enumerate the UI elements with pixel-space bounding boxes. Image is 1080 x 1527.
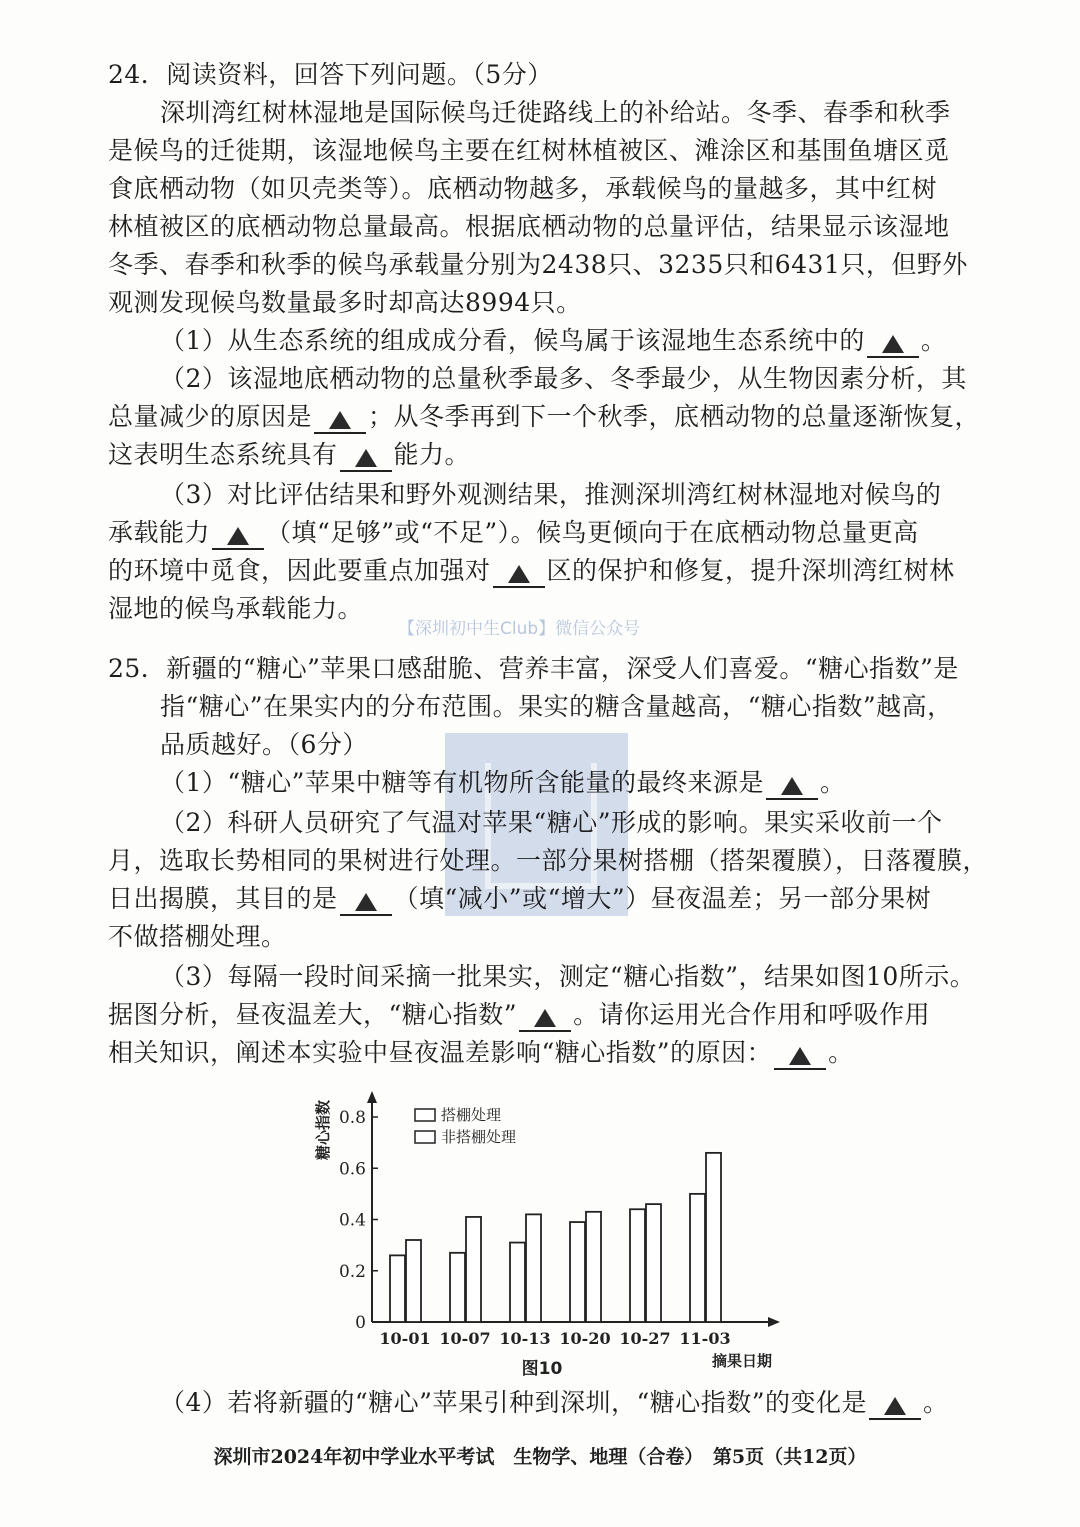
q24-title: 24．阅读资料，回答下列问题。（5分） <box>108 60 553 89</box>
triangle-icon <box>227 527 249 545</box>
x-tick-label: 10-13 <box>499 1329 551 1348</box>
q25-sub3-text-d: 。 <box>828 1038 854 1067</box>
q24-sub3-text-a: 承载能力 <box>108 518 211 547</box>
bar-no-shed <box>526 1214 541 1322</box>
q24-sub2-line-1: （2）该湿地底栖动物的总量秋季最多、冬季最少，从生物因素分析，其 <box>160 364 967 393</box>
q24-para-line-4: 林植被区的底栖动物总量最高。根据底栖动物的总量评估，结果显示该湿地 <box>108 212 950 241</box>
q25-sub4 <box>160 1386 949 1420</box>
q24-sub2-line-3 <box>108 438 470 472</box>
bar-no-shed <box>706 1153 721 1322</box>
figure-caption: 图10 <box>521 1359 563 1379</box>
y-tick-label: 0.2 <box>338 1261 366 1282</box>
q25-sub4-text: （4）若将新疆的“糖心”苹果引种到深圳，“糖心指数”的变化是 <box>160 1388 868 1417</box>
triangle-icon <box>882 335 904 353</box>
q24-para-line-2: 是候鸟的迁徙期，该湿地候鸟主要在红树林植被区、滩涂区和基围鱼塘区觅 <box>108 136 950 165</box>
triangle-icon <box>329 411 351 429</box>
bar-no-shed <box>586 1212 601 1322</box>
q25-sub2-line-4: 不做搭棚处理。 <box>108 922 287 951</box>
x-tick-label: 10-01 <box>379 1329 431 1348</box>
triangle-icon <box>355 449 377 467</box>
x-tick-label: 11-03 <box>679 1329 731 1348</box>
q25-sub2-text-b: （填“减小”或“增大”）昼夜温差；另一部分果树 <box>393 884 932 913</box>
y-tick-label: 0.4 <box>338 1210 366 1231</box>
q24-sub3-text-d: 区的保护和修复，提升深圳湾红树林 <box>546 556 955 585</box>
bar-no-shed <box>406 1240 421 1322</box>
q25-sub2-text-a: 日出揭膜，其目的是 <box>108 884 338 913</box>
page-footer: 深圳市2024年初中学业水平考试 生物学、地理（合卷） 第5页（共12页） <box>213 1446 867 1468</box>
answer-blank[interactable] <box>212 520 264 550</box>
legend-swatch <box>415 1131 435 1143</box>
answer-blank[interactable] <box>869 1390 921 1420</box>
bar-no-shed <box>466 1217 481 1322</box>
q24-sub2-text-a: 总量减少的原因是 <box>108 402 313 431</box>
q24-sub1-text: （1）从生态系统的组成成分看，候鸟属于该湿地生态系统中的 <box>160 326 865 355</box>
q25-sub3-line-3 <box>108 1036 854 1070</box>
watermark-text: 【深圳初中生Club】微信公众号 <box>398 619 641 639</box>
q25-sub3-line-1: （3）每隔一段时间采摘一批果实，测定“糖心指数”，结果如图10所示。 <box>160 962 976 991</box>
triangle-icon <box>884 1397 906 1415</box>
q24-sub3-text-c: 的环境中觅食，因此要重点加强对 <box>108 556 491 585</box>
q24-para-line-3: 食底栖动物（如贝壳类等）。底栖动物越多，承载候鸟的量越多，其中红树 <box>108 174 938 203</box>
x-axis-arrow-icon <box>768 1317 780 1327</box>
triangle-icon <box>508 565 530 583</box>
q24-sub3-line-1: （3）对比评估结果和野外观测结果，推测深圳湾红树林湿地对候鸟的 <box>160 480 942 509</box>
legend-label: 搭棚处理 <box>441 1106 502 1124</box>
bar-no-shed <box>646 1204 661 1322</box>
bar-chart-svg <box>310 1090 773 1380</box>
x-tick-label: 10-07 <box>439 1329 491 1348</box>
answer-blank[interactable] <box>340 442 392 472</box>
q25-sub3-text-b: 。请你运用光合作用和呼吸作用 <box>573 1000 931 1029</box>
triangle-icon <box>781 777 803 795</box>
q24-sub2-text-c: 这表明生态系统具有 <box>108 440 338 469</box>
q25-sub2-line-2: 月，选取长势相同的果树进行处理。一部分果树搭棚（搭架覆膜），日落覆膜， <box>108 846 989 875</box>
answer-blank[interactable] <box>314 404 366 434</box>
q24-para-line-1: 深圳湾红树林湿地是国际候鸟迁徙路线上的补给站。冬季、春季和秋季 <box>160 98 951 127</box>
legend-label: 非搭棚处理 <box>441 1128 517 1146</box>
q25-sub3-text-c: 相关知识，阐述本实验中昼夜温差影响“糖心指数”的原因： <box>108 1038 773 1067</box>
q25-line-2: 指“糖心”在果实内的分布范围。果实的糖含量越高，“糖心指数”越高， <box>160 692 953 721</box>
q24-sub2-text-d: 能力。 <box>393 440 471 469</box>
q24-sub3-line-4: 湿地的候鸟承载能力。 <box>108 594 364 623</box>
q24-sub2-text-b: ；从冬季再到下一个秋季，底栖动物的总量逐渐恢复， <box>368 402 981 431</box>
q25-sub4-end: 。 <box>923 1388 949 1417</box>
q25-line-3: 品质越好。（6分） <box>160 730 368 759</box>
q24-sub3-text-b: （填“足够”或“不足”）。候鸟更倾向于在底栖动物总量更高 <box>266 518 919 547</box>
triangle-icon <box>355 893 377 911</box>
q24-sub3-line-2 <box>108 516 919 550</box>
q25-sub3-line-2 <box>108 998 930 1032</box>
triangle-icon <box>534 1009 556 1027</box>
answer-blank[interactable] <box>519 1002 571 1032</box>
q24-sub1-end: 。 <box>920 326 947 355</box>
y-axis-label: 糖心指数 <box>314 1099 332 1161</box>
q24-sub3-line-3 <box>108 554 955 588</box>
q25-line-1: 25．新疆的“糖心”苹果口感甜脆、营养丰富，深受人们喜爱。“糖心指数”是 <box>108 654 959 683</box>
q25-sub1-end: 。 <box>819 768 846 797</box>
q24-para-line-5: 冬季、春季和秋季的候鸟承载量分别为2438只、3235只和6431只，但野外 <box>108 250 968 279</box>
y-tick-label: 0 <box>355 1313 366 1333</box>
q25-sub1-text: （1）“糖心”苹果中糖等有机物所含能量的最终来源是 <box>160 768 764 797</box>
answer-blank[interactable] <box>493 558 545 588</box>
answer-blank[interactable] <box>774 1040 826 1070</box>
q24-sub1 <box>160 324 946 358</box>
figure-10-chart <box>310 1090 773 1380</box>
bar-shed <box>690 1194 705 1322</box>
q24-para-line-6: 观测发现候鸟数量最多时却高达8994只。 <box>108 288 582 317</box>
y-tick-label: 0.6 <box>338 1159 366 1180</box>
answer-blank[interactable] <box>867 328 919 358</box>
bar-shed <box>570 1222 585 1322</box>
y-tick-label: 0.8 <box>338 1108 366 1128</box>
q25-sub3-text-a: 据图分析，昼夜温差大，“糖心指数” <box>108 1000 518 1029</box>
q25-sub1 <box>160 766 846 800</box>
x-tick-label: 10-20 <box>559 1329 611 1348</box>
q24-sub2-line-2 <box>108 400 980 434</box>
x-tick-label: 10-27 <box>619 1329 671 1348</box>
y-axis-arrow-icon <box>367 1091 377 1103</box>
bar-shed <box>450 1253 465 1322</box>
triangle-icon <box>789 1047 811 1065</box>
legend-swatch <box>415 1109 435 1121</box>
bar-shed <box>510 1243 525 1322</box>
q25-sub2-line-1: （2）科研人员研究了气温对苹果“糖心”形成的影响。果实采收前一个 <box>160 808 943 837</box>
bar-shed <box>630 1209 645 1322</box>
q25-sub2-line-3 <box>108 882 931 916</box>
answer-blank[interactable] <box>340 886 392 916</box>
bar-shed <box>390 1255 405 1322</box>
x-axis-label: 摘果日期 <box>711 1352 773 1370</box>
answer-blank[interactable] <box>766 770 818 800</box>
